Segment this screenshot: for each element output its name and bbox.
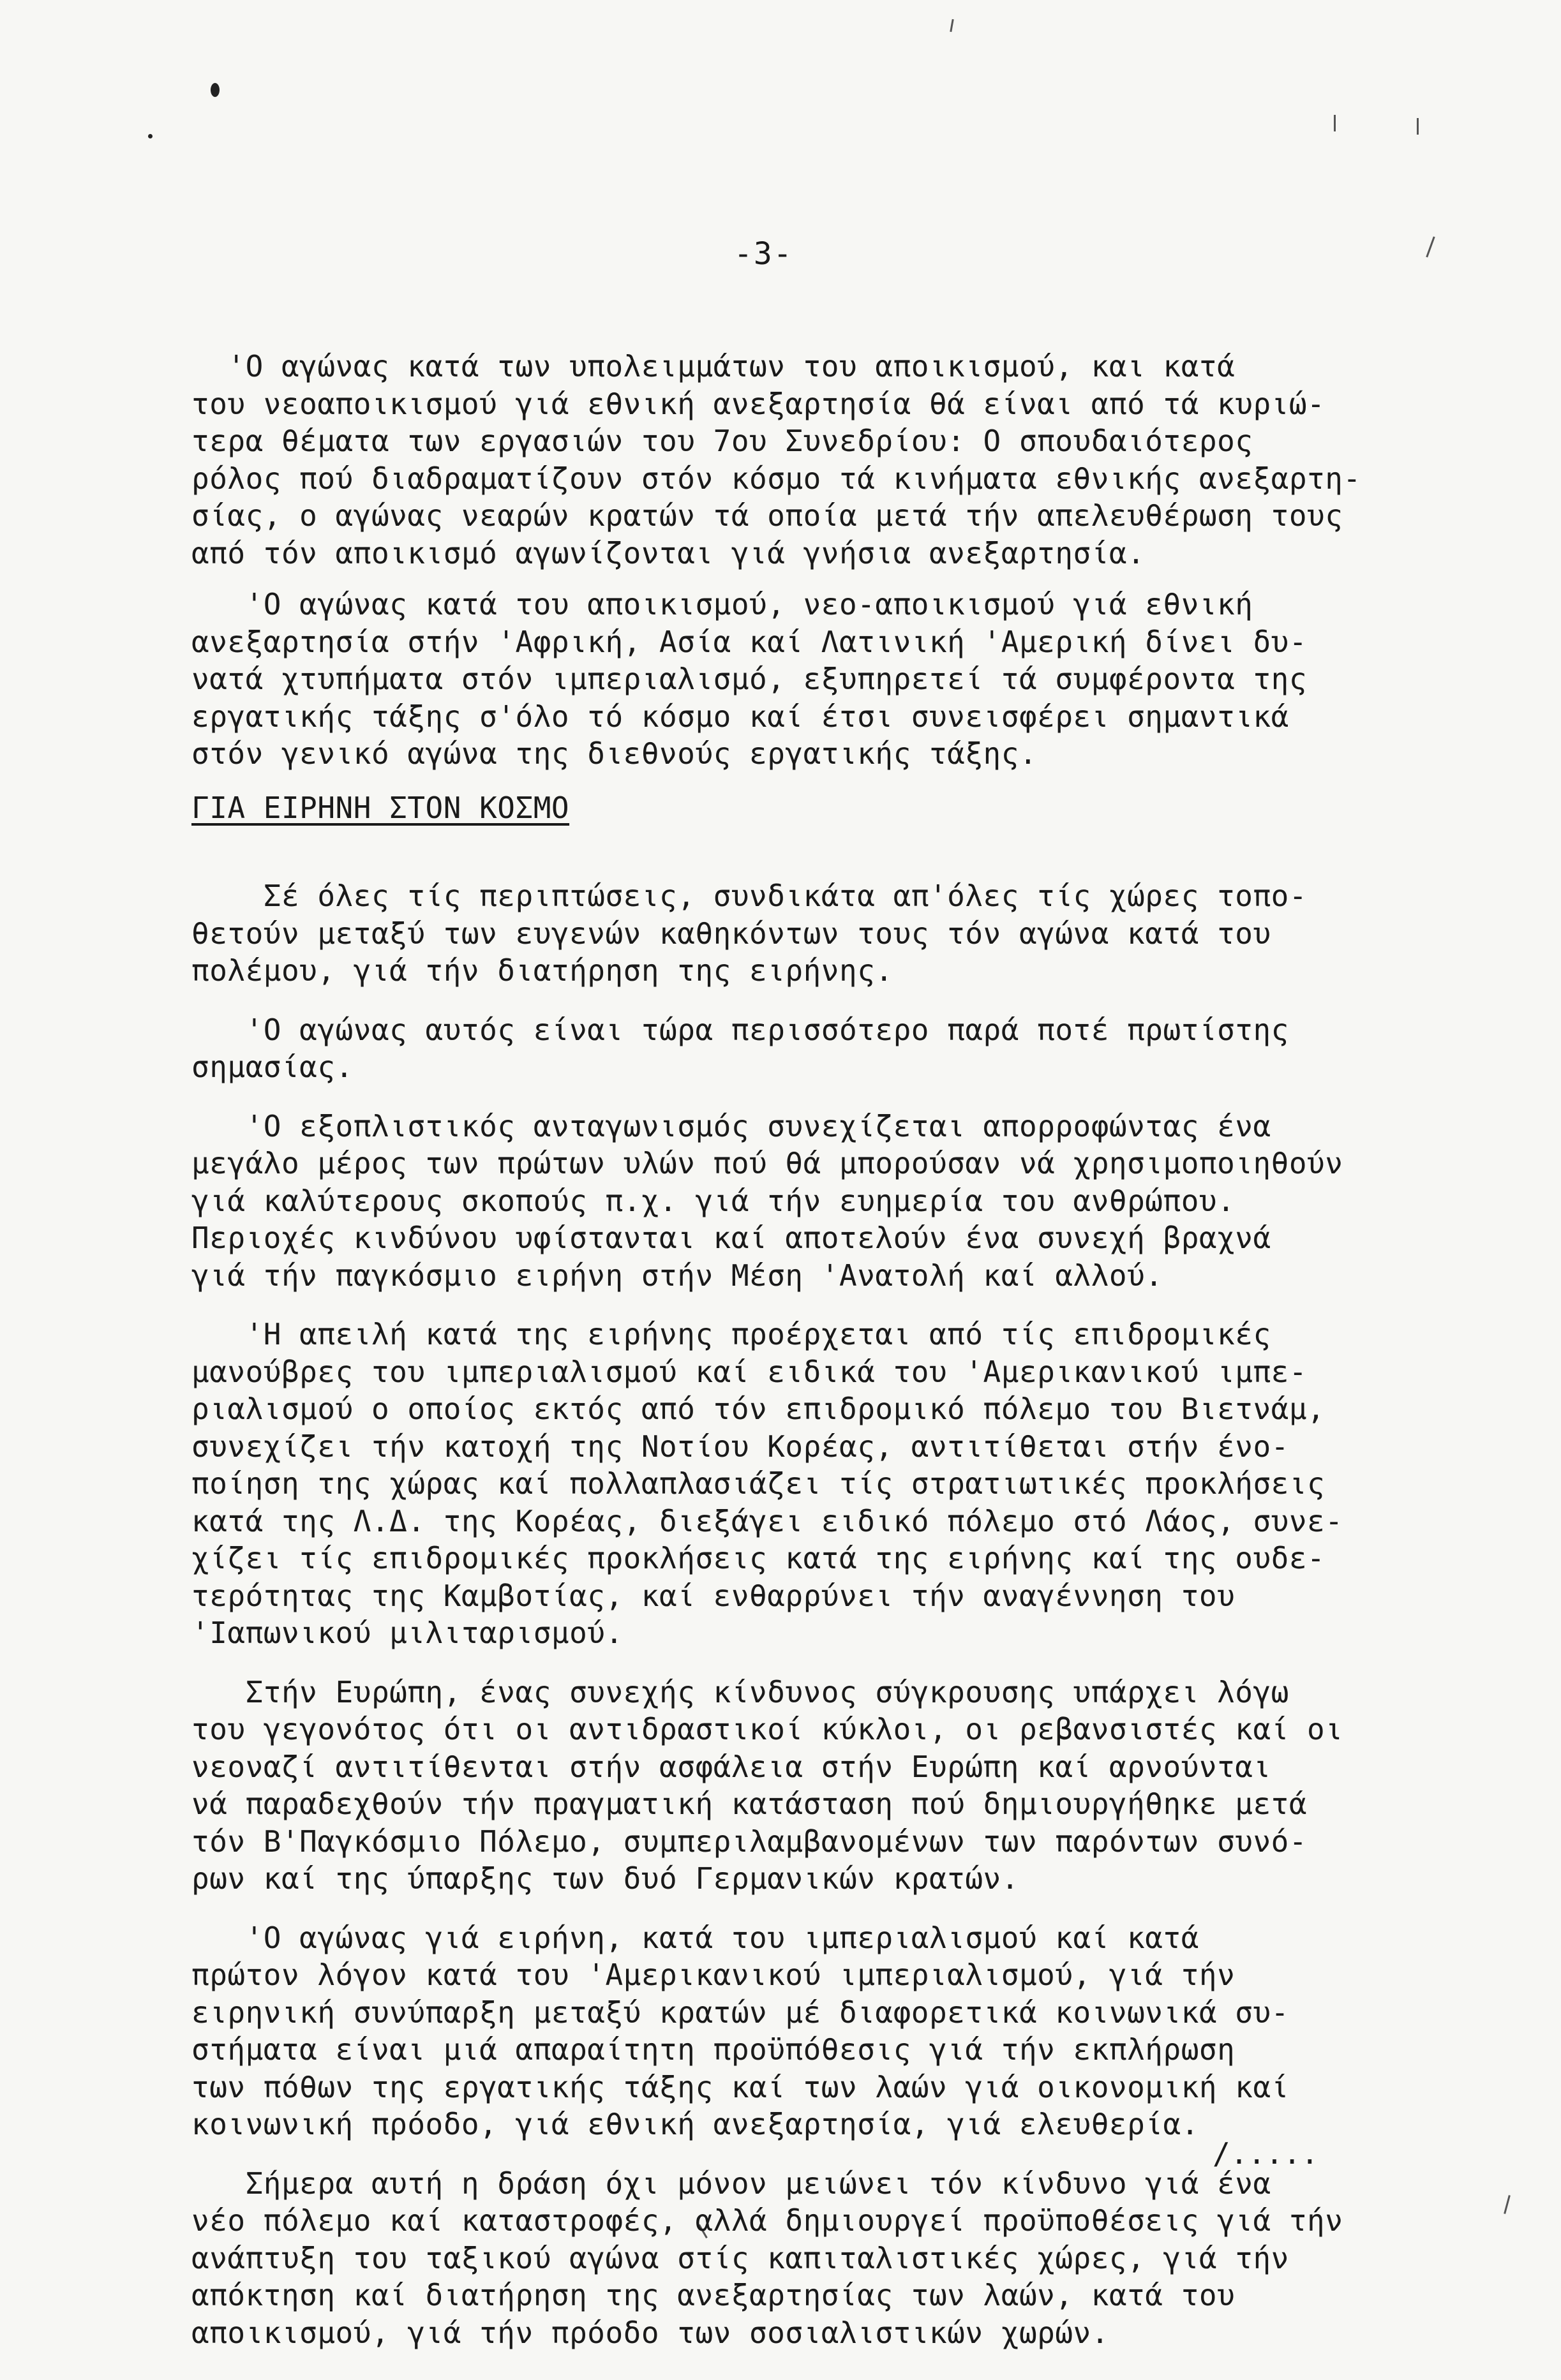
text-line: ανεξαρτησία στήν 'Αφρική, Ασία καί Λατινική 'Αμερική δίνει δυ-	[191, 624, 1308, 659]
text-line: από τόν αποικισμό αγωνίζονται γιά γνήσια ανεξαρτησία.	[191, 535, 1146, 570]
text-line: ρων καί της ύπαρξης των δυό Γερμανικών κρατών.	[191, 1861, 1019, 1896]
text-line: Σέ όλες τίς περιπτώσεις, συνδικάτα απ'όλες τίς χώρες τοπο-	[191, 879, 1308, 913]
text-line: νά παραδεχθούν τήν πραγματική κατάσταση πού δημιουργήθηκε μετά	[191, 1787, 1308, 1821]
text-line: μεγάλο μέρος των πρώτων υλών πού θά μπορούσαν νά χρησιμοποιηθούν	[191, 1146, 1343, 1180]
paragraph	[191, 1316, 1455, 1652]
scan-mark	[1426, 237, 1435, 258]
text-line: νέο πόλεμο καί καταστροφές, αλλά δημιουργεί προϋποθέσεις γιά τήν	[191, 2203, 1343, 2238]
scan-speck	[148, 134, 153, 138]
text-line: σίας, ο αγώνας νεαρών κρατών τά οποία μετά τήν απελευθέρωση τους	[191, 498, 1343, 533]
text-line: 'Ο αγώνας κατά των υπολειμμάτων του αποικισμού, και κατά	[191, 349, 1236, 383]
text-line: ποίηση της χώρας καί πολλαπλασιάζει τίς στρατιωτικές προκλήσεις	[191, 1466, 1326, 1501]
text-line: νατά χτυπήματα στόν ιμπεριαλισμό, εξυπηρετεί τά συμφέροντα της	[191, 662, 1308, 696]
paragraph	[191, 1674, 1455, 1898]
text-line: του γεγονότος ότι οι αντιδραστικοί κύκλοι, οι ρεβανσιστές καί οι	[191, 1712, 1343, 1746]
text-line: αποικισμού, γιά τήν πρόοδο των σοσιαλιστικών χωρών.	[191, 2315, 1109, 2350]
text-line: ρόλος πού διαδραματίζουν στόν κόσμο τά κινήματα εθνικής ανεξαρτη-	[191, 461, 1361, 496]
text-line: στήματα είναι μιά απαραίτητη προϋπόθεσις γιά τήν εκπλήρωση	[191, 2032, 1236, 2067]
text-line: τόν Β'Παγκόσμιο Πόλεμο, συμπεριλαμβανομένων των παρόντων συνό-	[191, 1824, 1308, 1859]
text-line: θετούν μεταξύ των ευγενών καθηκόντων τους τόν αγώνα κατά του	[191, 916, 1271, 951]
text-line: σημασίας.	[191, 1050, 354, 1084]
text-line: Σήμερα αυτή η δράση όχι μόνον μειώνει τόν κίνδυνο γιά ένα	[191, 2166, 1271, 2201]
text-line: τερότητας της Καμβοτίας, καί ενθαρρύνει τήν αναγέννηση του	[191, 1578, 1236, 1613]
text-line: ριαλισμού ο οποίος εκτός από τόν επιδρομικό πόλεμο του Βιετνάμ,	[191, 1392, 1326, 1426]
text-line: ειρηνική συνύπαρξη μεταξύ κρατών μέ διαφορετικά κοινωνικά συ-	[191, 1995, 1289, 2030]
paragraph	[191, 877, 1455, 990]
paragraph	[191, 1011, 1455, 1086]
text-line: 'Ο εξοπλιστικός ανταγωνισμός συνεχίζεται απορροφώντας ένα	[191, 1108, 1271, 1143]
paragraph	[191, 1919, 1455, 2143]
scan-mark	[1334, 115, 1336, 131]
text-line: Περιοχές κινδύνου υφίστανται καί αποτελούν ένα συνεχή βραχνά	[191, 1221, 1271, 1255]
text-line: γιά καλύτερους σκοπούς π.χ. γιά τήν ευημερία του ανθρώπου.	[191, 1183, 1236, 1218]
paragraph	[191, 1108, 1455, 1295]
text-line: 'Ο αγώνας γιά ειρήνη, κατά του ιμπεριαλισμού καί κατά	[191, 1920, 1199, 1955]
text-line: πρώτον λόγον κατά του 'Αμερικανικού ιμπεριαλισμού, γιά τήν	[191, 1958, 1236, 1992]
document-body	[191, 348, 1455, 2373]
text-line: τερα θέματα των εργασιών του 7ου Συνεδρίου: Ο σπουδαιότερος	[191, 424, 1253, 458]
text-line: ανάπτυξη του ταξικού αγώνα στίς καπιταλιστικές χώρες, γιά τήν	[191, 2240, 1289, 2275]
text-line: εργατικής τάξης σ'όλο τό κόσμο καί έτσι συνεισφέρει σημαντικά	[191, 699, 1289, 734]
text-line: κοινωνική πρόοδο, γιά εθνική ανεξαρτησία, γιά ελευθερία.	[191, 2107, 1199, 2141]
continuation-mark: /.....	[1213, 2136, 1319, 2171]
text-line: στόν γενικό αγώνα της διεθνούς εργατικής τάξης.	[191, 736, 1038, 771]
text-line: κατά της Λ.Δ. της Κορέας, διεξάγει ειδικό πόλεμο στό Λάος, συνε-	[191, 1503, 1343, 1538]
scan-mark	[1504, 2195, 1511, 2214]
text-line: του νεοαποικισμού γιά εθνική ανεξαρτησία θά είναι από τά κυριώ-	[191, 386, 1326, 421]
text-line: 'Ο αγώνας κατά του αποικισμού, νεο-αποικισμού γιά εθνική	[191, 587, 1253, 621]
page-number: -3-	[734, 236, 793, 272]
scan-mark	[950, 19, 953, 32]
text-line: των πόθων της εργατικής τάξης καί των λαών γιά οικονομική καί	[191, 2069, 1289, 2104]
section-heading: ΓΙΑ ΕΙΡΗΝΗ ΣΤΟΝ ΚΟΣΜΟ	[191, 790, 570, 825]
text-line: γιά τήν παγκόσμιο ειρήνη στήν Μέση 'Ανατολή καί αλλού.	[191, 1258, 1163, 1293]
text-line: μανούβρες του ιμπεριαλισμού καί ειδικά του 'Αμερικανικού ιμπε-	[191, 1354, 1308, 1389]
text-line: χίζει τίς επιδρομικές προκλήσεις κατά της ειρήνης καί της ουδε-	[191, 1541, 1326, 1575]
text-line: πολέμου, γιά τήν διατήρηση της ειρήνης.	[191, 953, 893, 988]
paragraph	[191, 2165, 1455, 2352]
scan-speck	[211, 83, 220, 97]
text-line: 'Ιαπωνικού μιλιταρισμού.	[191, 1616, 624, 1650]
text-line: απόκτηση καί διατήρηση της ανεξαρτησίας των λαών, κατά του	[191, 2278, 1236, 2312]
scan-mark	[1417, 118, 1419, 135]
text-line: νεοναζί αντιτίθενται στήν ασφάλεια στήν Ευρώπη καί αρνούνται	[191, 1749, 1271, 1784]
text-line: 'Η απειλή κατά της ειρήνης προέρχεται από τίς επιδρομικές	[191, 1317, 1271, 1351]
text-line: συνεχίζει τήν κατοχή της Νοτίου Κορέας, αντιτίθεται στήν ένο-	[191, 1429, 1289, 1464]
paragraph	[191, 348, 1455, 572]
text-line: 'Ο αγώνας αυτός είναι τώρα περισσότερο παρά ποτέ πρωτίστης	[191, 1012, 1289, 1047]
text-line: Στήν Ευρώπη, ένας συνεχής κίνδυνος σύγκρουσης υπάρχει λόγω	[191, 1674, 1289, 1709]
paragraph	[191, 586, 1455, 773]
